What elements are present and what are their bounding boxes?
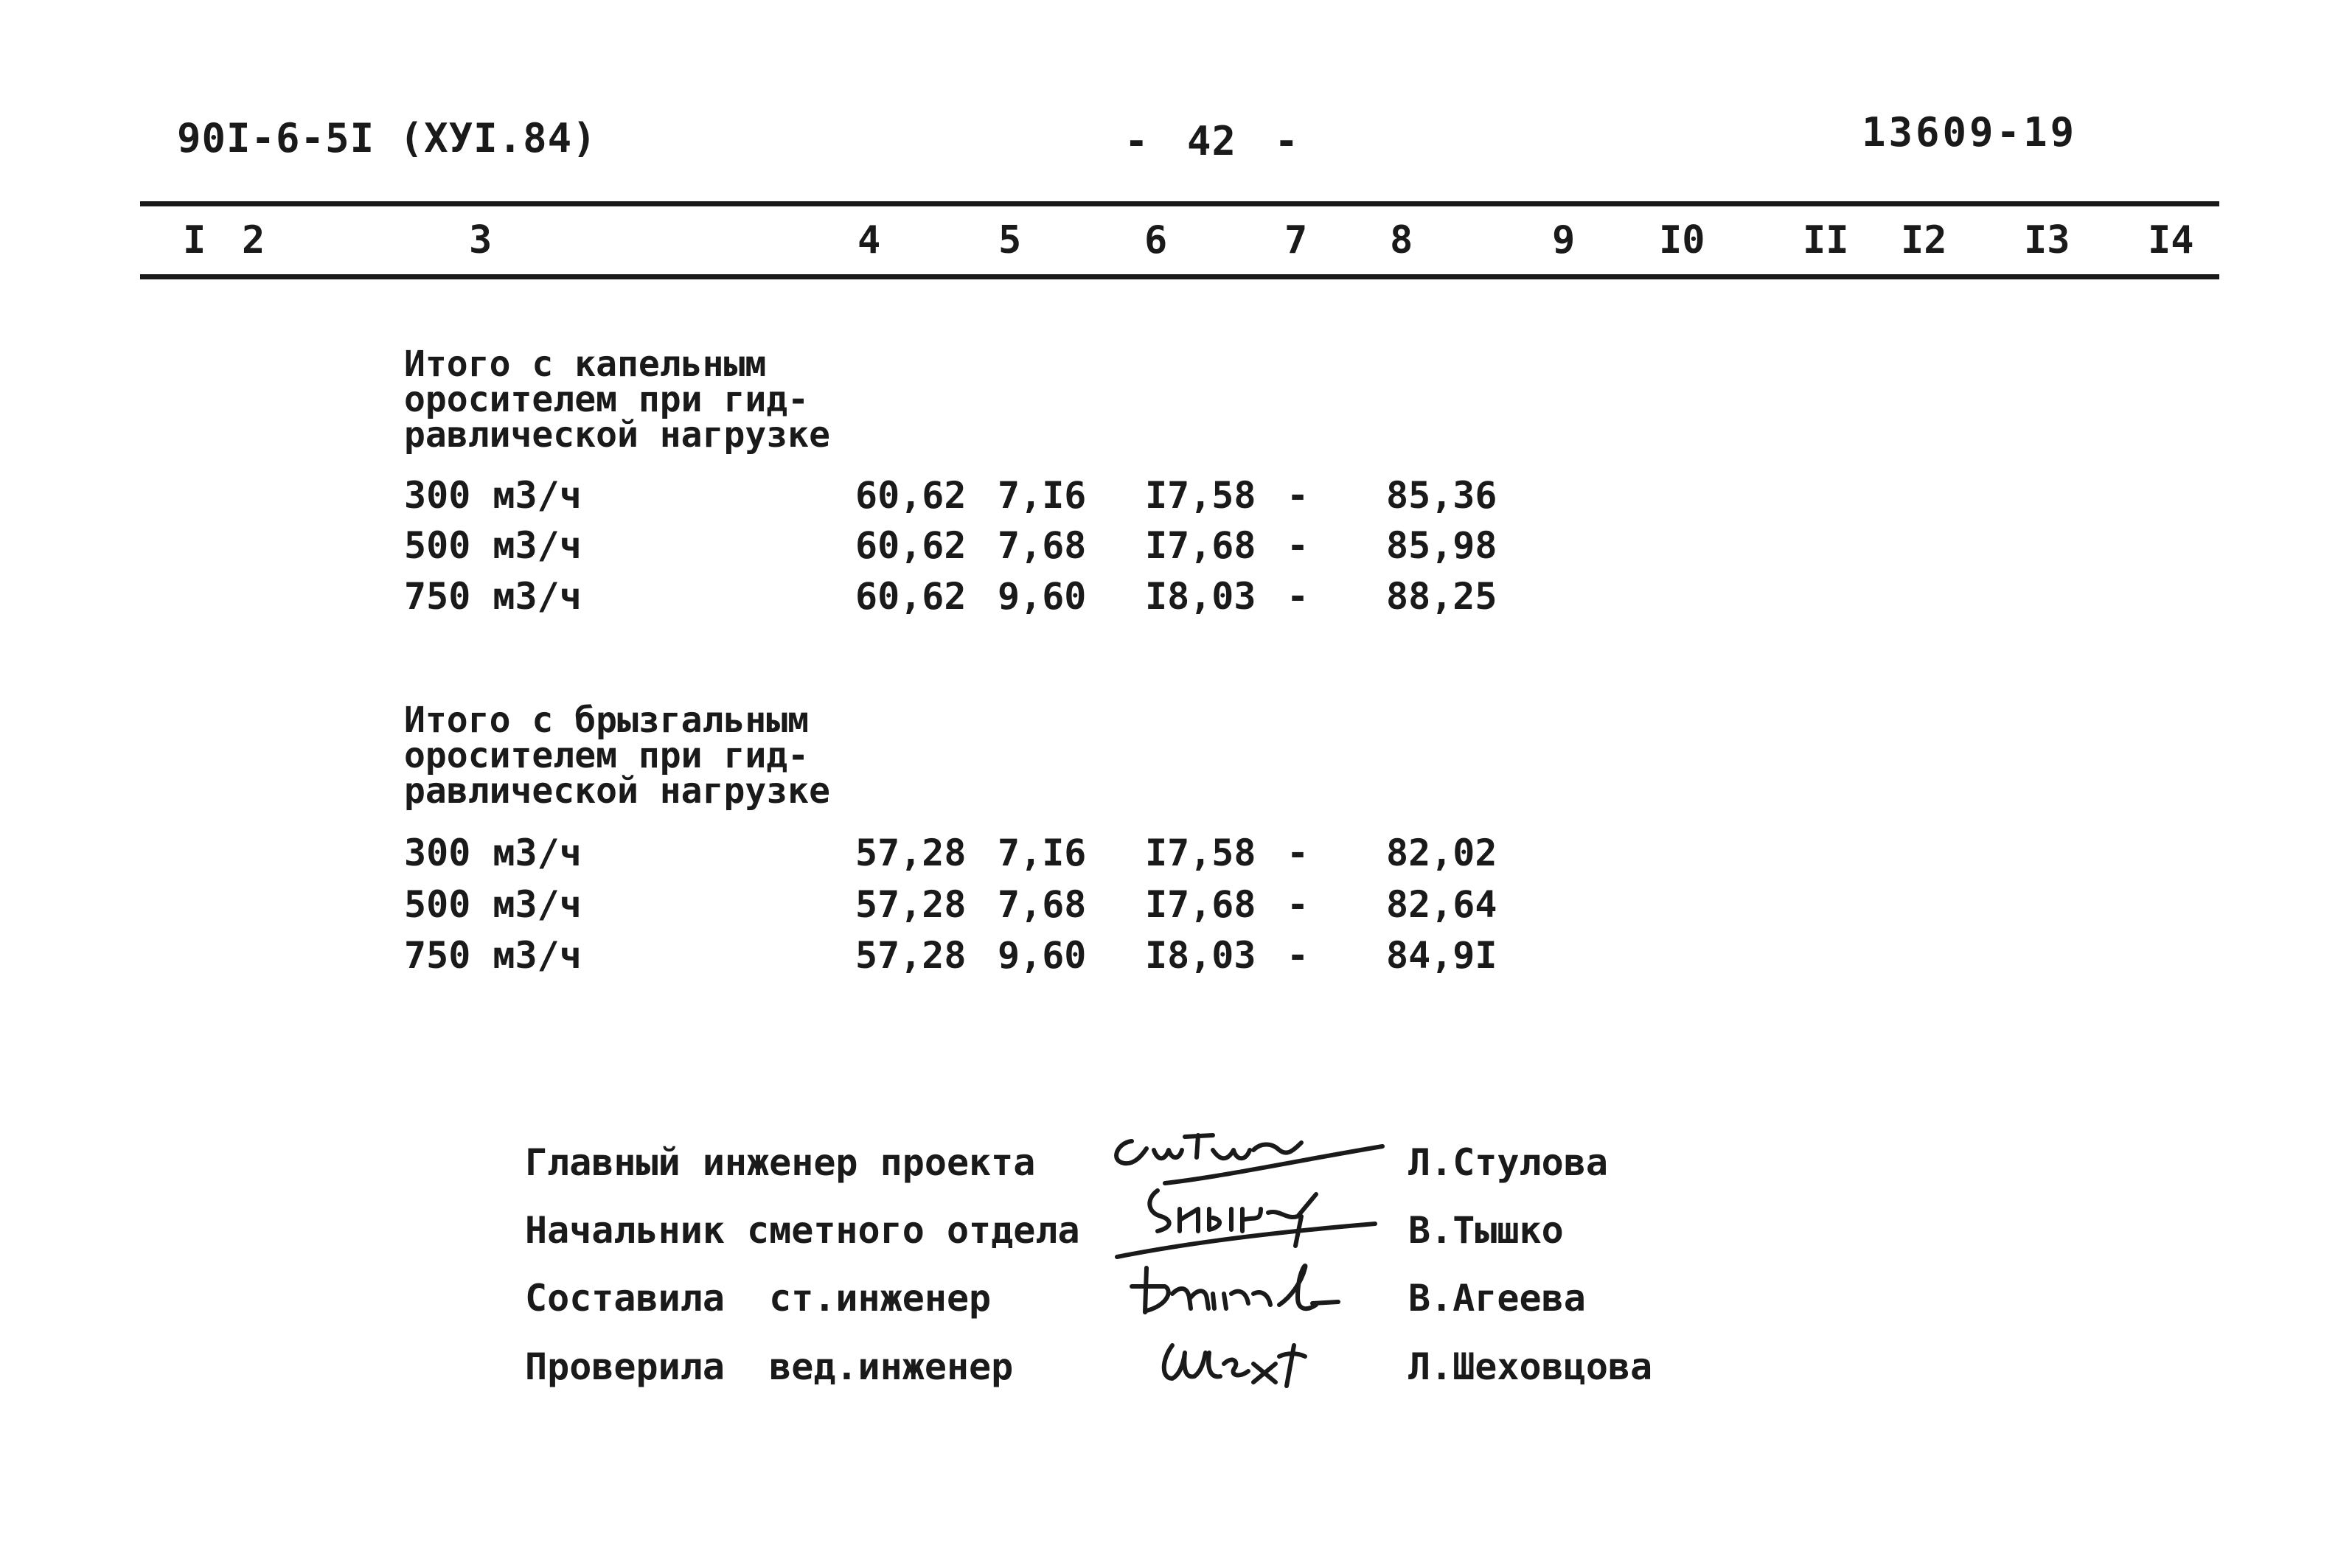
cell-col8: 85,98 [1386,524,1497,567]
column-number: I0 [1659,218,1705,262]
cell-col6: I7,58 [1145,832,1256,874]
cell-col4: 57,28 [855,832,967,874]
column-number: I2 [1901,218,1947,262]
column-number: I3 [2024,218,2070,262]
cell-col7: - [1287,832,1309,874]
cell-col5: 7,I6 [998,832,1087,874]
cell-col4: 60,62 [855,524,967,567]
page-number: - 42 - [1124,118,1300,164]
cell-col8: 82,64 [1386,883,1497,926]
cell-col4: 60,62 [855,575,967,618]
cell-col6: I7,68 [1145,883,1256,926]
column-number: 2 [242,218,265,262]
handwritten-signature [1102,1180,1397,1261]
signer-name: Л.Шеховцова [1408,1345,1653,1388]
signer-title: Главный инженер проекта [525,1141,1036,1184]
row-label: 300 м3/ч [404,474,582,517]
column-number: 9 [1552,218,1576,262]
cell-col7: - [1287,474,1309,517]
cell-col8: 84,9I [1386,934,1497,977]
row-label: 750 м3/ч [404,575,582,618]
cell-col5: 9,60 [998,575,1087,618]
signer-name: В.Тышко [1408,1209,1564,1252]
column-number: 6 [1144,218,1168,262]
table-header-bottom-rule [140,274,2219,279]
cell-col5: 7,68 [998,524,1087,567]
column-number: II [1803,218,1849,262]
column-number: 4 [857,218,881,262]
handwritten-signature [1102,1121,1397,1187]
cell-col4: 60,62 [855,474,967,517]
cell-col6: I7,68 [1145,524,1256,567]
cell-col6: I8,03 [1145,934,1256,977]
column-number: I [183,218,206,262]
cell-col5: 9,60 [998,934,1087,977]
cell-col4: 57,28 [855,934,967,977]
signer-title: Составила ст.инженер [525,1277,992,1320]
cell-col7: - [1287,934,1309,977]
document-code: 90I-6-5I (XУI.84) [177,115,597,161]
column-number: 8 [1390,218,1413,262]
cell-col6: I7,58 [1145,474,1256,517]
signer-title: Проверила вед.инженер [525,1345,1014,1388]
cell-col4: 57,28 [855,883,967,926]
row-label: 500 м3/ч [404,524,582,567]
column-number: 7 [1284,218,1308,262]
cell-col6: I8,03 [1145,575,1256,618]
signer-name: Л.Стулова [1408,1141,1608,1184]
cell-col7: - [1287,883,1309,926]
row-label: 750 м3/ч [404,934,582,977]
handwritten-signature [1102,1253,1397,1327]
section-title-spray: Итого с брызгальным оросителем при гид- равлической нагрузке [404,700,830,812]
table-top-rule [140,201,2219,206]
cell-col8: 85,36 [1386,474,1497,517]
row-label: 500 м3/ч [404,883,582,926]
handwritten-signature [1102,1323,1397,1397]
section-title-drip: Итого с капельным оросителем при гид- равлической нагрузке [404,344,830,456]
cell-col7: - [1287,575,1309,618]
column-number: I4 [2148,218,2194,262]
column-number: 3 [469,218,493,262]
cell-col5: 7,I6 [998,474,1087,517]
column-number: 5 [998,218,1022,262]
cell-col8: 82,02 [1386,832,1497,874]
cell-col7: - [1287,524,1309,567]
signer-title: Начальник сметного отдела [525,1209,1080,1252]
cell-col8: 88,25 [1386,575,1497,618]
cell-col5: 7,68 [998,883,1087,926]
row-label: 300 м3/ч [404,832,582,874]
archive-number: 13609-19 [1862,109,2078,156]
signer-name: В.Агеева [1408,1277,1586,1320]
